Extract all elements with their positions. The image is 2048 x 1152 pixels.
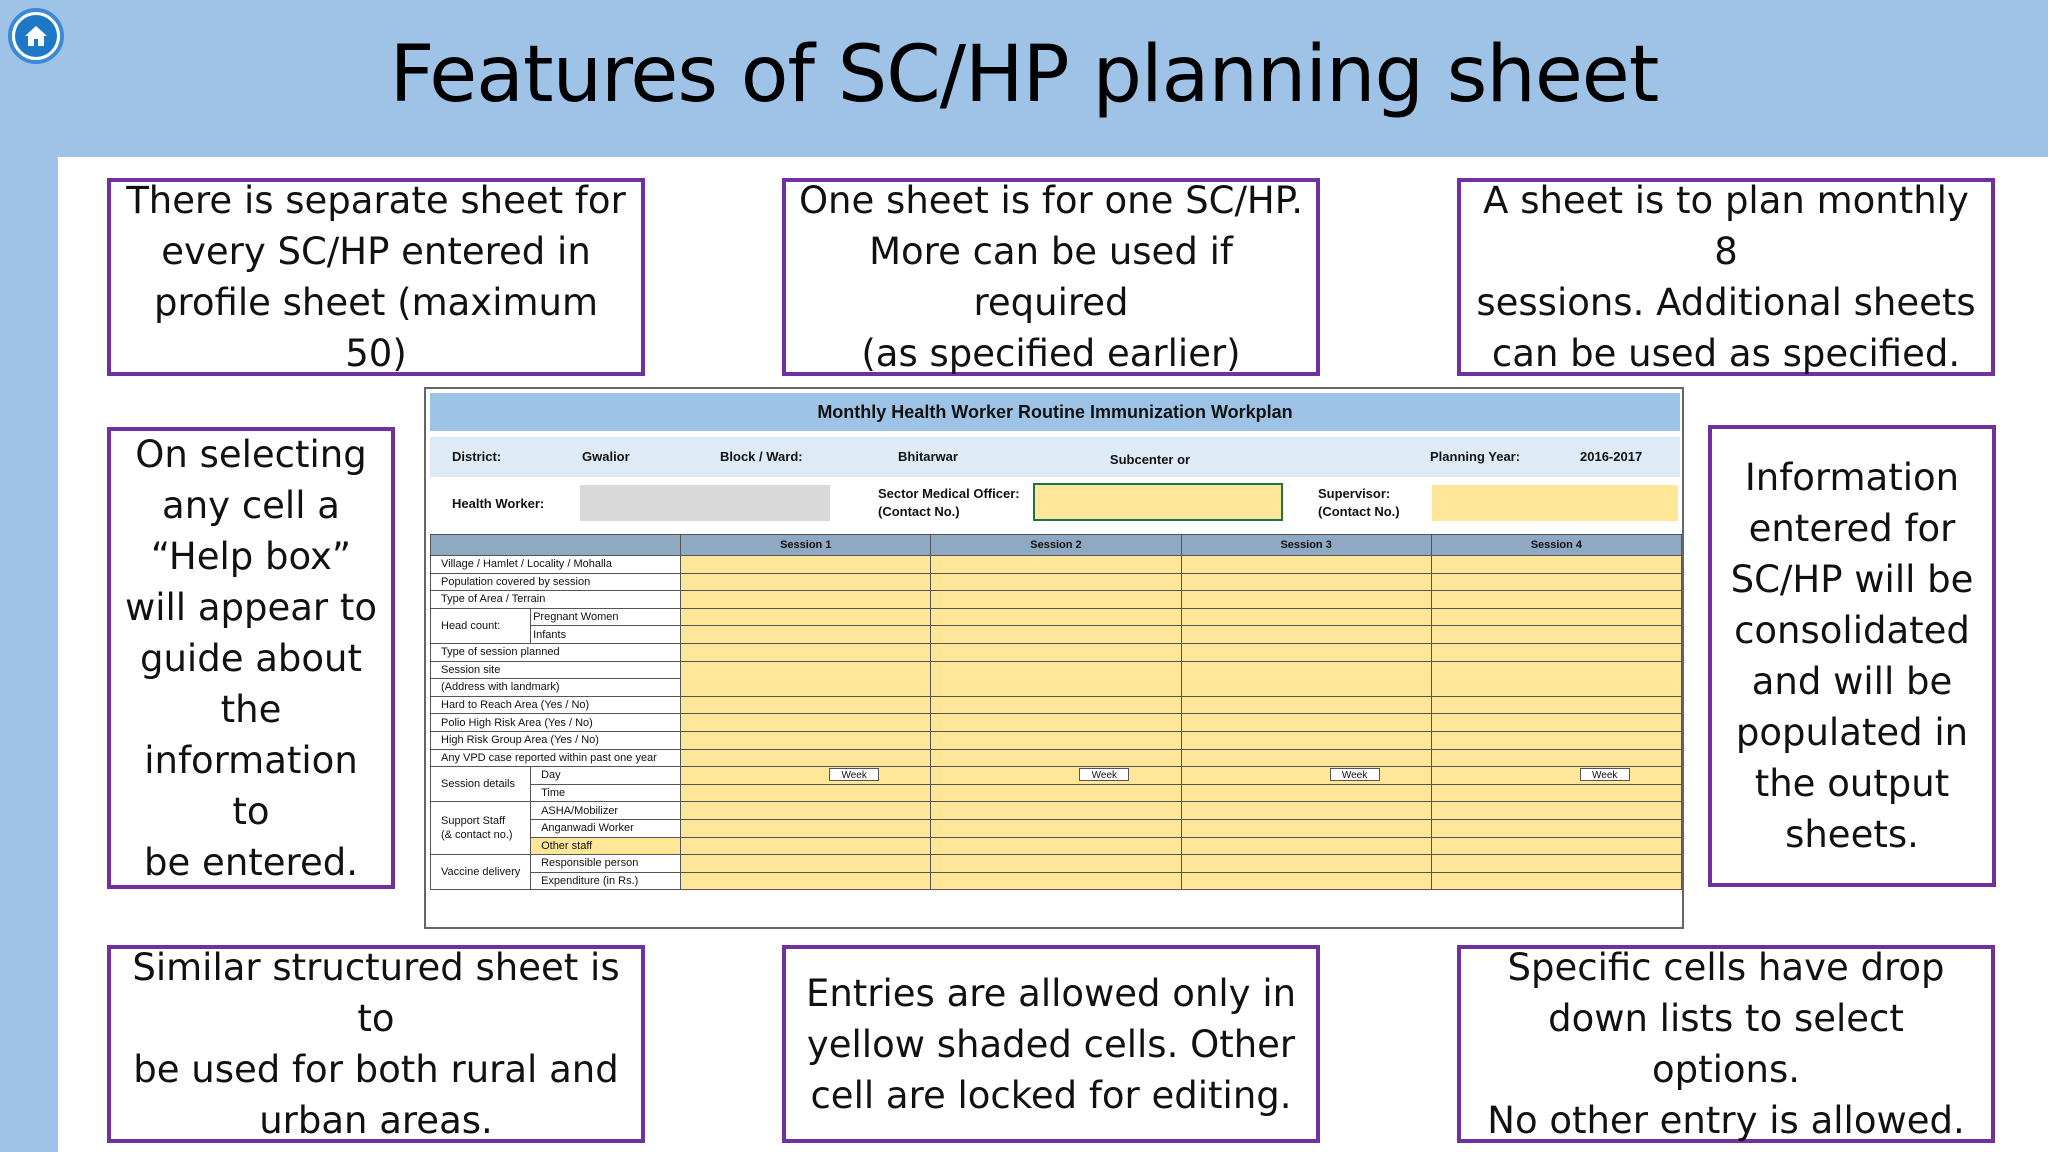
input-cell[interactable] [1431, 767, 1681, 785]
input-cell[interactable] [1181, 608, 1431, 626]
row-label: Session site [431, 661, 681, 679]
row-label: Time [531, 784, 681, 802]
input-cell[interactable] [1181, 573, 1431, 591]
session-header: Session 2 [931, 535, 1181, 556]
input-cell[interactable] [1181, 872, 1431, 890]
block-label: Block / Ward: [720, 449, 803, 464]
input-cell[interactable] [1181, 661, 1431, 696]
row-label: ASHA/Mobilizer [531, 802, 681, 820]
dropdown-cell[interactable] [1181, 714, 1431, 732]
input-cell[interactable] [681, 767, 931, 785]
input-cell[interactable] [931, 767, 1181, 785]
input-cell[interactable] [931, 802, 1181, 820]
home-icon [15, 15, 57, 57]
info-box-monthly-sessions: A sheet is to plan monthly 8 sessions. Additional sheets can be used as specified. [1457, 178, 1995, 376]
dropdown-cell[interactable] [931, 591, 1181, 609]
row-label: High Risk Group Area (Yes / No) [431, 731, 681, 749]
input-cell[interactable] [681, 802, 931, 820]
input-cell[interactable] [681, 661, 931, 696]
smo-label: Sector Medical Officer: (Contact No.) [878, 486, 1020, 519]
dropdown-cell[interactable] [681, 714, 931, 732]
input-cell[interactable] [681, 626, 931, 644]
workplan-grid [430, 534, 1682, 890]
row-label: Pregnant Women [531, 608, 681, 626]
session-header: Session 1 [681, 535, 931, 556]
input-cell[interactable] [931, 573, 1181, 591]
info-box-rural-urban: Similar structured sheet is to be used for both rural and urban areas. [107, 945, 645, 1143]
dropdown-cell[interactable] [1181, 749, 1431, 767]
info-box-help-box: On selecting any cell a “Help box” will appear to guide about the information to be entered. [107, 427, 395, 889]
dropdown-cell[interactable] [1431, 696, 1681, 714]
input-cell[interactable] [931, 784, 1181, 802]
input-cell[interactable] [681, 855, 931, 873]
input-cell[interactable] [1431, 661, 1681, 696]
session-header: Session 4 [1431, 535, 1681, 556]
dropdown-cell[interactable] [681, 731, 931, 749]
input-cell[interactable] [1431, 626, 1681, 644]
input-cell[interactable] [1431, 802, 1681, 820]
week-label: Week [1330, 768, 1380, 781]
input-cell[interactable] [1181, 626, 1431, 644]
dropdown-cell[interactable] [681, 591, 931, 609]
input-cell[interactable] [681, 608, 931, 626]
health-worker-label: Health Worker: [452, 496, 545, 511]
input-cell[interactable] [1181, 784, 1431, 802]
row-label-other-staff[interactable]: Other staff [531, 837, 681, 855]
dropdown-cell[interactable] [681, 696, 931, 714]
week-label: Week [829, 768, 879, 781]
dropdown-cell[interactable] [931, 643, 1181, 661]
dropdown-cell[interactable] [1181, 643, 1431, 661]
input-cell[interactable] [1431, 872, 1681, 890]
input-cell[interactable] [681, 819, 931, 837]
dropdown-cell[interactable] [681, 643, 931, 661]
input-cell[interactable] [1181, 802, 1431, 820]
dropdown-cell[interactable] [1181, 591, 1431, 609]
input-cell[interactable] [681, 573, 931, 591]
row-label: Day [531, 767, 681, 785]
input-cell[interactable] [931, 819, 1181, 837]
input-cell[interactable] [681, 837, 931, 855]
input-cell[interactable] [1431, 556, 1681, 574]
dropdown-cell[interactable] [1431, 591, 1681, 609]
row-label: (Address with landmark) [431, 679, 681, 697]
input-cell[interactable] [1431, 608, 1681, 626]
dropdown-cell[interactable] [1181, 731, 1431, 749]
info-box-one-sheet: One sheet is for one SC/HP. More can be used if required (as specified earlier) [782, 178, 1320, 376]
planning-year-value: 2016-2017 [1580, 449, 1643, 464]
row-group-label: Support Staff (& contact no.) [431, 802, 531, 855]
district-label: District: [452, 449, 502, 464]
health-worker-field[interactable] [580, 485, 830, 521]
input-cell[interactable] [1181, 855, 1431, 873]
input-cell[interactable] [931, 626, 1181, 644]
dropdown-cell[interactable] [1431, 731, 1681, 749]
workplan-header-row [430, 437, 1680, 477]
info-box-dropdowns: Specific cells have drop down lists to select options. No other entry is allowed. [1457, 945, 1995, 1143]
input-cell[interactable] [1431, 837, 1681, 855]
input-cell[interactable] [681, 784, 931, 802]
row-group-label: Session details [431, 767, 531, 802]
row-label: Any VPD case reported within past one year [431, 749, 681, 767]
input-cell[interactable] [1431, 784, 1681, 802]
grid-corner [431, 535, 681, 556]
row-label: Anganwadi Worker [531, 819, 681, 837]
dropdown-cell[interactable] [1431, 749, 1681, 767]
input-cell[interactable] [1181, 767, 1431, 785]
district-value: Gwalior [582, 449, 630, 464]
input-cell[interactable] [931, 855, 1181, 873]
subcenter-label: Subcenter or [1109, 452, 1191, 467]
dropdown-cell[interactable] [931, 714, 1181, 732]
week-label: Week [1580, 768, 1630, 781]
dropdown-cell[interactable] [931, 731, 1181, 749]
session-header: Session 3 [1181, 535, 1431, 556]
row-label: Responsible person [531, 855, 681, 873]
input-cell[interactable] [1181, 819, 1431, 837]
workplan-sheet [424, 387, 1684, 929]
input-cell[interactable] [1431, 819, 1681, 837]
dropdown-cell[interactable] [1431, 714, 1681, 732]
input-cell[interactable] [931, 661, 1181, 696]
row-label: Expenditure (in Rs.) [531, 872, 681, 890]
input-cell[interactable] [1181, 556, 1431, 574]
input-cell[interactable] [1181, 837, 1431, 855]
info-box-consolidated: Information entered for SC/HP will be consolidated and will be populated in the output sheets. [1708, 425, 1996, 887]
input-cell[interactable] [931, 872, 1181, 890]
input-cell[interactable] [681, 556, 931, 574]
input-cell[interactable] [681, 872, 931, 890]
week-label: Week [1079, 768, 1129, 781]
block-value: Bhitarwar [898, 449, 958, 464]
input-cell[interactable] [931, 837, 1181, 855]
row-label: Infants [531, 626, 681, 644]
workplan-contacts-row [430, 483, 1680, 529]
row-label: Type of Area / Terrain [431, 591, 681, 609]
input-cell[interactable] [931, 556, 1181, 574]
dropdown-cell[interactable] [931, 696, 1181, 714]
supervisor-field[interactable] [1432, 485, 1678, 521]
row-label: Village / Hamlet / Locality / Mohalla [431, 556, 681, 574]
row-label: Hard to Reach Area (Yes / No) [431, 696, 681, 714]
home-button[interactable] [8, 8, 64, 64]
row-group-label: Vaccine delivery [431, 855, 531, 890]
dropdown-cell[interactable] [681, 749, 931, 767]
info-box-separate-sheet: There is separate sheet for every SC/HP entered in profile sheet (maximum 50) [107, 178, 645, 376]
supervisor-label: Supervisor: (Contact No.) [1318, 486, 1400, 519]
workplan-title: Monthly Health Worker Routine Immunization Workplan [430, 393, 1680, 431]
input-cell[interactable] [931, 608, 1181, 626]
dropdown-cell[interactable] [1431, 643, 1681, 661]
input-cell[interactable] [1431, 573, 1681, 591]
planning-year-label: Planning Year: [1430, 449, 1521, 464]
input-cell[interactable] [1431, 855, 1681, 873]
row-group-label: Head count: [431, 608, 531, 643]
smo-field[interactable] [1033, 483, 1283, 521]
row-label: Type of session planned [431, 643, 681, 661]
dropdown-cell[interactable] [931, 749, 1181, 767]
dropdown-cell[interactable] [1181, 696, 1431, 714]
row-label: Population covered by session [431, 573, 681, 591]
row-label: Polio High Risk Area (Yes / No) [431, 714, 681, 732]
info-box-yellow-cells: Entries are allowed only in yellow shaded cells. Other cell are locked for editing. [782, 945, 1320, 1143]
page-title: Features of SC/HP planning sheet [389, 30, 1659, 120]
